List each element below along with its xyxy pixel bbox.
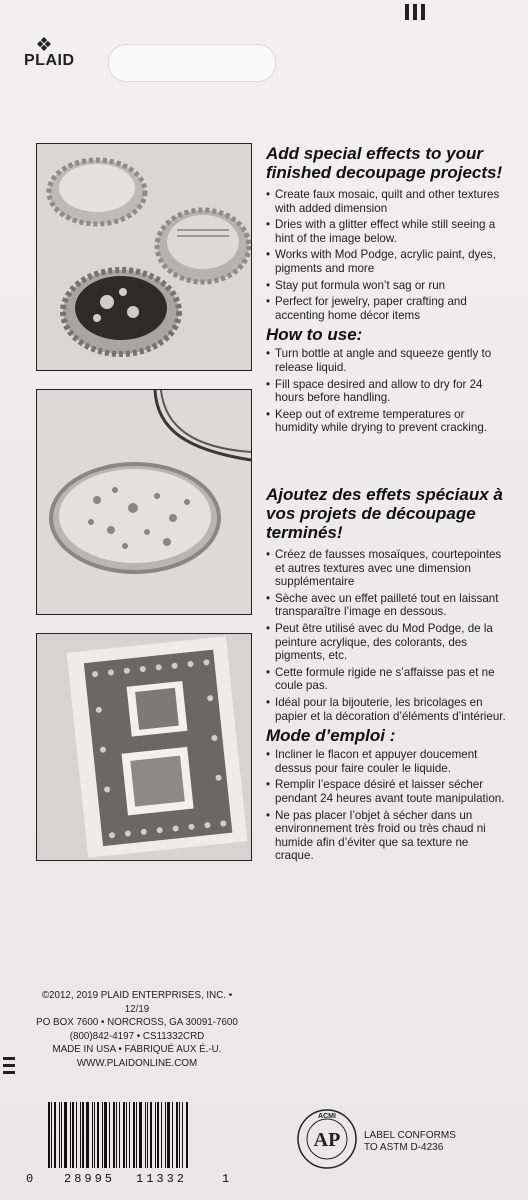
barcode-left-group: 28995 <box>64 1172 116 1186</box>
barcode-bar <box>113 1102 115 1168</box>
acmi-ap-seal <box>296 1108 358 1170</box>
list-item: • Cette formule rigide ne s’affaisse pas et ne coule pas. <box>266 666 506 693</box>
list-item: • Stay put formula won’t sag or run <box>266 279 506 293</box>
barcode-bar <box>48 1102 50 1168</box>
english-section <box>266 144 506 438</box>
barcode-bar <box>94 1102 95 1168</box>
barcode-right-group: 11332 <box>136 1172 188 1186</box>
barcode-bars <box>48 1102 208 1172</box>
list-item: • Works with Mod Podge, acrylic paint, dyes, pigments and more <box>266 248 506 275</box>
barcode-bar <box>51 1102 52 1168</box>
barcode-bar <box>150 1102 152 1168</box>
company-info <box>32 989 242 1071</box>
copyright-line: ©2012, 2019 PLAID ENTERPRISES, INC. • 12/19 <box>41 990 233 1015</box>
barcode-bar <box>97 1102 99 1168</box>
list-item: • Incliner le flacon et appuyer doucement dessus pour faire couler le liquide. <box>266 748 506 775</box>
how-to-use-heading: How to use: <box>266 325 363 345</box>
barcode-bar <box>61 1102 62 1168</box>
barcode-bar <box>172 1102 173 1168</box>
english-heading: Add special effects to your finished decoupage projects! <box>266 144 503 182</box>
barcode-bar <box>119 1102 120 1168</box>
hang-hole <box>108 44 276 82</box>
barcode-bar <box>54 1102 56 1168</box>
english-instructions-list <box>266 347 506 435</box>
barcode-bar <box>104 1102 107 1168</box>
list-item: • Remplir l’espace désiré et laisser sécher pendant 24 heures avant toute manipulation. <box>266 778 506 805</box>
barcode-bar <box>165 1102 166 1168</box>
barcode-bar <box>139 1102 142 1168</box>
barcode-check-digit: 1 <box>222 1172 230 1186</box>
acmi-text: ACMI <box>318 1113 336 1120</box>
barcode-bar <box>72 1102 74 1168</box>
barcode-bar <box>129 1102 130 1168</box>
plaid-logo <box>24 52 75 70</box>
list-item: • Keep out of extreme temperatures or humidity while drying to prevent cracking. <box>266 408 506 435</box>
registration-marks <box>405 4 425 20</box>
list-item: • Ne pas placer l’objet à sécher dans un environnement très froid ou très chaud ni humide afin d’éviter que sa texture ne craque. <box>266 809 506 863</box>
pendant-photo <box>36 389 252 615</box>
barcode-bar <box>76 1102 77 1168</box>
barcode-bar <box>59 1102 60 1168</box>
barcode-bar <box>186 1102 188 1168</box>
barcode-bar <box>109 1102 110 1168</box>
barcode-bar <box>157 1102 159 1168</box>
barcode-bar <box>102 1102 103 1168</box>
barcode-bar <box>133 1102 135 1168</box>
ap-text: AP <box>313 1129 341 1151</box>
list-item: • Sèche avec un effet pailleté tout en laissant transparaître l’image en dessous. <box>266 592 506 619</box>
list-item: • Perfect for jewelry, paper crafting and accenting home décor items <box>266 295 506 322</box>
french-instructions-list <box>266 748 506 863</box>
barcode-bar <box>176 1102 178 1168</box>
list-item: • Peut être utilisé avec du Mod Podge, de la peinture acrylique, des colorants, des pigments, etc. <box>266 622 506 663</box>
conform-line-2: TO ASTM D-4236 <box>364 1142 444 1153</box>
list-item: • Créez de fausses mosaïques, courtepointes et autres textures avec une dimension supplémentaire <box>266 548 506 589</box>
list-item: • Create faux mosaic, quilt and other textures with added dimension <box>266 188 506 215</box>
list-item: • Turn bottle at angle and squeeze gently to release liquid. <box>266 347 506 374</box>
barcode-bar <box>64 1102 67 1168</box>
address-line: PO BOX 7600 • NORCROSS, GA 30091-7600 <box>36 1017 238 1029</box>
barcode-bar <box>155 1102 156 1168</box>
barcode-bar <box>167 1102 170 1168</box>
origin-line: MADE IN USA • FABRIQUÉ AUX É.-U. <box>52 1044 222 1056</box>
english-features-list <box>266 188 506 322</box>
barcode-bar <box>145 1102 146 1168</box>
barcode-bar <box>182 1102 183 1168</box>
barcode-bar <box>80 1102 81 1168</box>
conform-line-1: LABEL CONFORMS <box>364 1130 456 1141</box>
barcode-bar <box>179 1102 180 1168</box>
logo-text: PLAID <box>24 52 75 69</box>
barcode-bar <box>126 1102 127 1168</box>
upc-barcode <box>26 1102 230 1186</box>
barcode-bar <box>116 1102 117 1168</box>
list-item: • Dries with a glitter effect while still seeing a hint of the image below. <box>266 218 506 245</box>
photo-frame-card <box>36 633 252 861</box>
barcode-bar <box>92 1102 93 1168</box>
website-line: WWW.PLAIDONLINE.COM <box>76 1057 198 1069</box>
list-item: • Fill space desired and allow to dry for 24 hours before handling. <box>266 378 506 405</box>
french-features-list <box>266 548 506 723</box>
barcode-bar <box>82 1102 84 1168</box>
barcode-bar <box>161 1102 162 1168</box>
plaid-logo-icon <box>36 36 52 52</box>
barcode-bar <box>147 1102 148 1168</box>
barcode-bar <box>86 1102 89 1168</box>
bottle-caps-photo <box>36 143 252 371</box>
barcode-bar <box>123 1102 125 1168</box>
astm-conformance <box>364 1130 456 1154</box>
french-heading: Ajoutez des effets spéciaux à vos projets de découpage terminés! <box>266 485 503 542</box>
edge-marks <box>3 1057 15 1078</box>
barcode-left-digit: 0 <box>26 1172 34 1186</box>
mode-emploi-heading: Mode d’emploi : <box>266 726 396 746</box>
french-section <box>266 485 506 866</box>
barcode-bar <box>70 1102 71 1168</box>
phone-line: (800)842-4197 • CS11332CRD <box>69 1030 205 1042</box>
barcode-bar <box>136 1102 137 1168</box>
list-item: • Idéal pour la bijouterie, les bricolages en papier et la décoration d’éléments d’intérieur. <box>266 696 506 723</box>
